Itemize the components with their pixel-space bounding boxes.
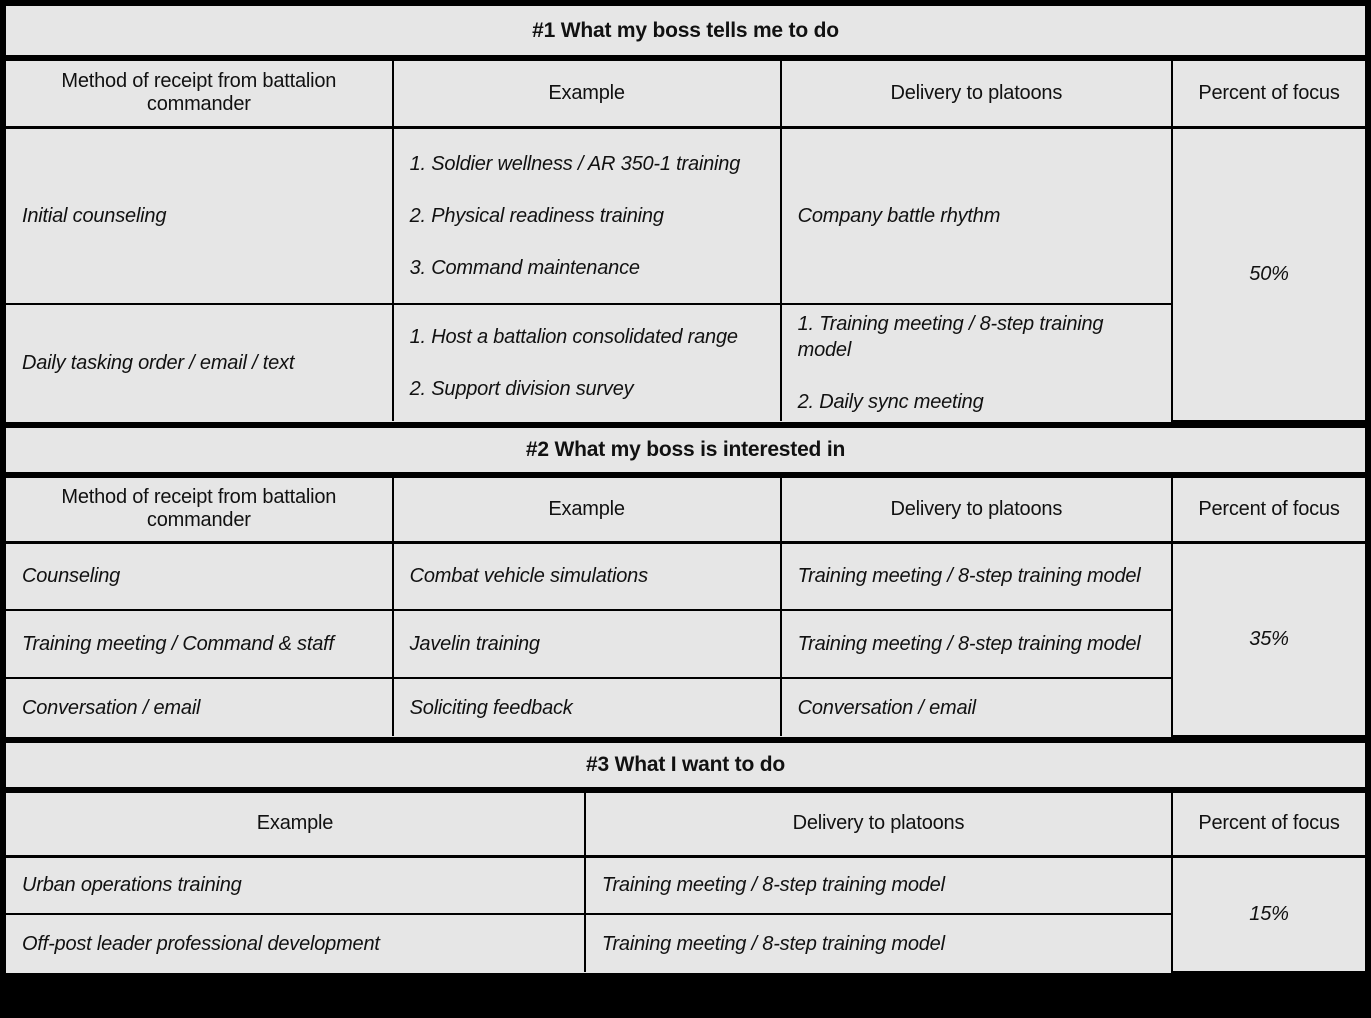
- delivery-item: 2. Daily sync meeting: [797, 391, 984, 413]
- example-item: 1. Soldier wellness / AR 350-1 training: [409, 152, 741, 175]
- section-1-header-method: Method of receipt from battalion commander: [6, 61, 393, 127]
- example-cell: Urban operations training: [6, 856, 585, 914]
- example-item: 1. Host a battalion consolidated range: [409, 326, 738, 348]
- section-2-table: [6, 478, 1365, 737]
- delivery-cell: [781, 304, 1172, 421]
- percent-cell: 15%: [1172, 856, 1365, 972]
- section-1-header-row: [6, 61, 1365, 127]
- section-2-header-row: [6, 478, 1365, 542]
- delivery-item: 1. Training meeting / 8-step training model: [797, 313, 1104, 361]
- method-cell: Training meeting / Command & staff: [6, 610, 393, 678]
- table-row: [6, 856, 1365, 914]
- delivery-cell: Conversation / email: [781, 678, 1172, 736]
- section-1-title: #1 What my boss tells me to do: [6, 6, 1365, 61]
- section-1-table: [6, 61, 1365, 422]
- example-item: 2. Support division survey: [409, 378, 634, 400]
- delivery-cell: Training meeting / 8-step training model: [781, 542, 1172, 610]
- delivery-cell: Training meeting / 8-step training model: [781, 610, 1172, 678]
- delivery-cell: Training meeting / 8-step training model: [585, 856, 1172, 914]
- table-row: [6, 127, 1365, 304]
- example-cell: Soliciting feedback: [393, 678, 781, 736]
- section-2-header-method: Method of receipt from battalion commander: [6, 478, 393, 542]
- section-2-header-example: Example: [393, 478, 781, 542]
- example-cell: Off-post leader professional development: [6, 914, 585, 972]
- section-1-header-example: Example: [393, 61, 781, 127]
- example-item: 2. Physical readiness training: [409, 204, 664, 227]
- section-3-table: [6, 793, 1365, 973]
- table-row: [6, 542, 1365, 610]
- section-2-title: #2 What my boss is interested in: [6, 422, 1365, 478]
- section-1-header-percent: Percent of focus: [1172, 61, 1365, 127]
- method-cell: Conversation / email: [6, 678, 393, 736]
- table-row: [6, 914, 1365, 972]
- table-row: [6, 678, 1365, 736]
- section-1-header-delivery: Delivery to platoons: [781, 61, 1172, 127]
- example-cell: Javelin training: [393, 610, 781, 678]
- percent-cell: 50%: [1172, 127, 1365, 421]
- section-2-header-percent: Percent of focus: [1172, 478, 1365, 542]
- section-3-header-delivery: Delivery to platoons: [585, 793, 1172, 856]
- example-cell: [393, 304, 781, 421]
- delivery-cell: Company battle rhythm: [781, 127, 1172, 304]
- section-3-header-row: [6, 793, 1365, 856]
- table-row: [6, 304, 1365, 421]
- section-3-title: #3 What I want to do: [6, 737, 1365, 793]
- section-3-header-percent: Percent of focus: [1172, 793, 1365, 856]
- section-2-header-delivery: Delivery to platoons: [781, 478, 1172, 542]
- example-item: 3. Command maintenance: [409, 256, 640, 279]
- section-3-header-example: Example: [6, 793, 585, 856]
- percent-cell: 35%: [1172, 542, 1365, 736]
- method-cell: Counseling: [6, 542, 393, 610]
- table-row: [6, 610, 1365, 678]
- method-cell: Daily tasking order / email / text: [6, 304, 393, 421]
- example-cell: Combat vehicle simulations: [393, 542, 781, 610]
- delivery-cell: Training meeting / 8-step training model: [585, 914, 1172, 972]
- method-cell: Initial counseling: [6, 127, 393, 304]
- example-cell: [393, 127, 781, 304]
